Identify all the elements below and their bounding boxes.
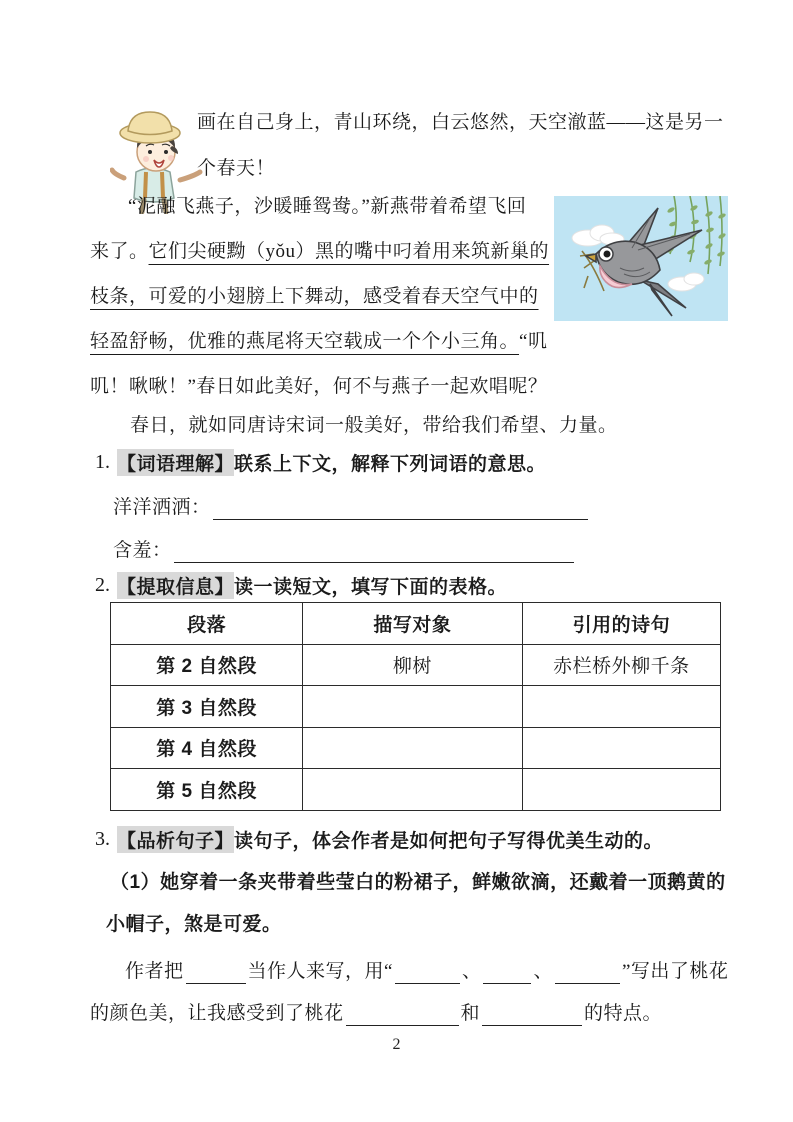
- table-cell: [522, 686, 720, 728]
- intro-line: 个春天！: [197, 157, 276, 179]
- answer-blank: [555, 963, 620, 984]
- story-text: 叽！啾啾！”春日如此美好，何不与燕子一起欢唱呢？: [90, 376, 548, 397]
- question-3-sentence-line: 小帽子，煞是可爱。: [106, 913, 282, 935]
- definition-row: [113, 482, 590, 520]
- story-paragraph: [90, 182, 560, 407]
- question-1-number: 1.: [95, 450, 110, 473]
- table-header-cell: 引用的诗句: [522, 603, 720, 645]
- underlined-text: 轻盈舒畅，优雅的燕尾将天空载成一个个小三角。: [90, 331, 520, 352]
- definition-row: [113, 525, 590, 563]
- swallow-image: [554, 196, 728, 321]
- table-row: [111, 686, 721, 728]
- answer-text: 的特点。: [584, 1003, 663, 1024]
- question-3-header: [95, 820, 663, 858]
- table-header-cell: 段落: [111, 603, 303, 645]
- question-1-prompt: 联系上下文，解释下列词语的意思。: [234, 453, 547, 475]
- story-line: [90, 272, 560, 317]
- answer-text: 和: [460, 1003, 481, 1024]
- table-row: [111, 727, 721, 769]
- question-2-header: [95, 566, 507, 604]
- answer-text: 的颜色美，让我感受到了桃花: [90, 1003, 344, 1024]
- question-1-header: [95, 443, 546, 481]
- table-row: [111, 644, 721, 686]
- table-row-label: 第 5 自然段: [111, 769, 303, 811]
- answer-text: 、: [533, 961, 553, 982]
- table-header-cell: 描写对象: [303, 603, 523, 645]
- answer-blank: [482, 1005, 582, 1026]
- story-line: [90, 227, 560, 272]
- answer-text: 、: [461, 961, 482, 982]
- underlined-text: 枝条，可爱的小翅膀上下舞动，感受着春天空气中的: [90, 286, 539, 307]
- question-2-prompt: 读一读短文，填写下面的表格。: [234, 576, 508, 598]
- story-line: [90, 182, 560, 227]
- answer-blank: [346, 1005, 459, 1026]
- term-label: 含羞：: [113, 540, 172, 561]
- answer-blank: [395, 963, 460, 984]
- answer-text: 当作人来写，用“: [247, 961, 393, 982]
- table-cell: [303, 769, 523, 811]
- term-label: 洋洋洒洒：: [113, 497, 211, 518]
- table-cell: [522, 769, 720, 811]
- story-text: “叽: [519, 331, 548, 352]
- page-number: 2: [392, 1036, 401, 1053]
- table-cell: 柳树: [303, 644, 523, 686]
- answer-blank: [174, 542, 574, 563]
- answer-blank: [186, 963, 246, 984]
- answer-blank: [213, 499, 588, 520]
- intro-line: 画在自己身上，青山环绕，白云悠然，天空澈蓝——这是另一: [197, 111, 724, 133]
- question-3-answer-line-1: [125, 944, 728, 984]
- question-3-prompt: 读句子，体会作者是如何把句子写得优美生动的。: [234, 830, 664, 852]
- table-cell: [303, 727, 523, 769]
- question-3-tag: 【品析句子】: [117, 826, 234, 853]
- story-text: “泥融飞燕子，沙暖睡鸳鸯。”新燕带着希望飞回: [128, 196, 527, 217]
- question-1-tag: 【词语理解】: [117, 449, 234, 476]
- table-header-row: [111, 603, 721, 645]
- table-cell: 赤栏桥外柳千条: [522, 644, 720, 686]
- info-table: [110, 602, 721, 811]
- table-row-label: 第 2 自然段: [111, 644, 303, 686]
- question-2-number: 2.: [95, 573, 110, 596]
- table-row-label: 第 4 自然段: [111, 727, 303, 769]
- swallow-willow-icon: [554, 196, 728, 321]
- answer-text: 作者把: [125, 961, 184, 982]
- question-2-tag: 【提取信息】: [117, 572, 234, 599]
- question-1-items: [113, 482, 590, 568]
- question-3-answer-line-2: [90, 986, 662, 1026]
- answer-text: ”写出了桃花: [621, 961, 729, 982]
- table-row: [111, 769, 721, 811]
- answer-blank: [483, 963, 531, 984]
- closing-line: 春日，就如同唐诗宋词一般美好，带给我们希望、力量。: [130, 414, 618, 436]
- story-text: 来了。: [90, 241, 149, 262]
- info-table-wrap: [110, 602, 721, 811]
- story-line: [90, 362, 560, 407]
- table-cell: [303, 686, 523, 728]
- story-line: [90, 317, 560, 362]
- table-cell: [522, 727, 720, 769]
- intro-text: [197, 97, 737, 189]
- underlined-text: 它们尖硬黝（yǒu）黑的嘴中叼着用来筑新巢的: [148, 241, 550, 262]
- table-row-label: 第 3 自然段: [111, 686, 303, 728]
- question-3-sentence-line: （1）她穿着一条夹带着些莹白的粉裙子，鲜嫩欲滴，还戴着一顶鹅黄的: [110, 871, 726, 893]
- question-3-number: 3.: [95, 827, 110, 850]
